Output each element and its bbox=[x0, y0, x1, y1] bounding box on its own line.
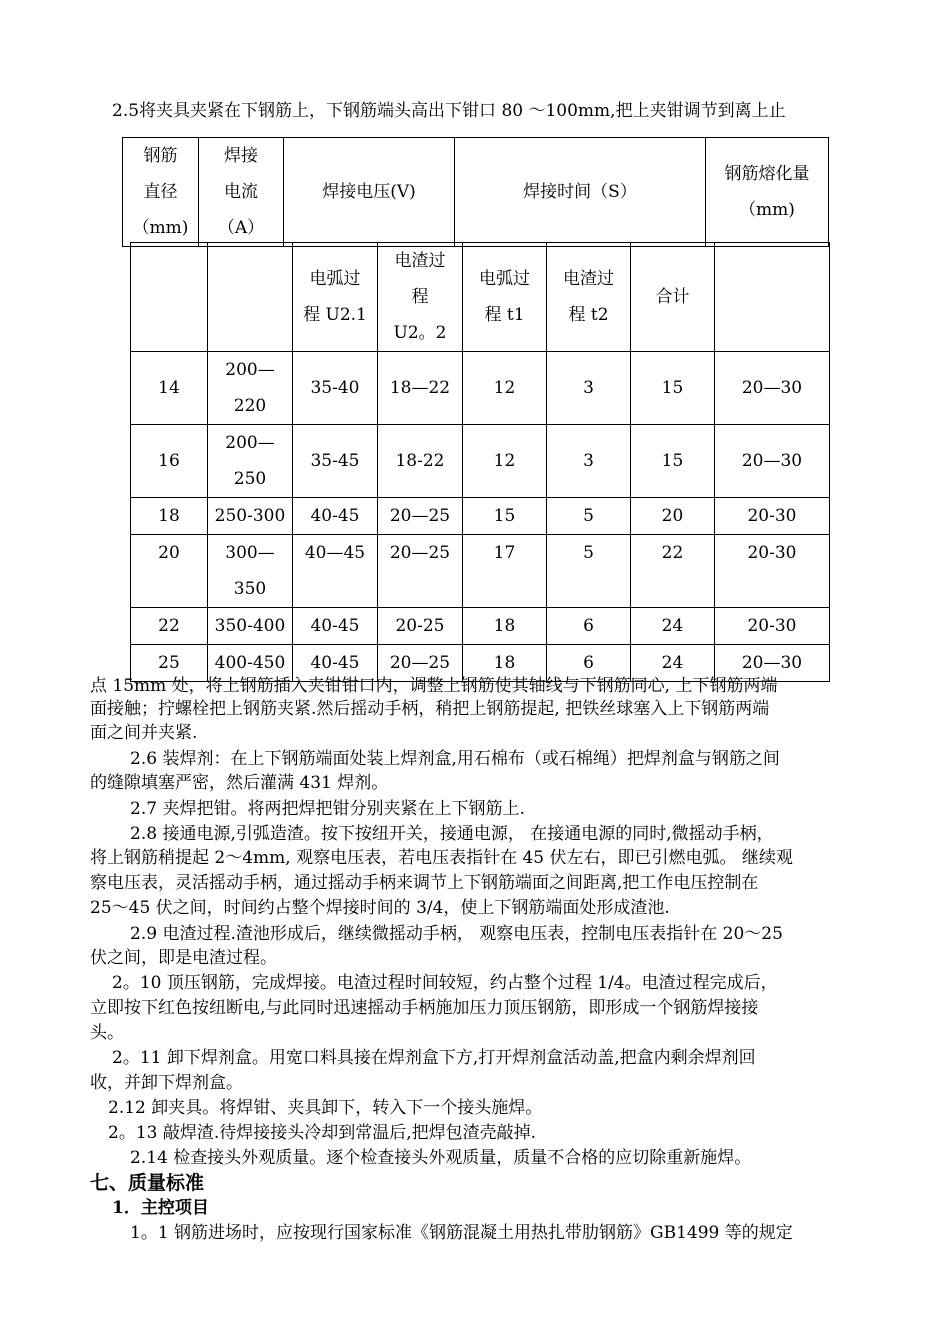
cell-arc-voltage: 40—45 bbox=[293, 535, 378, 608]
body-line: 2.6 装焊剂：在上下钢筋端面处装上焊剂盒,用石棉布（或石棉绳）把焊剂盒与钢筋之间 bbox=[130, 749, 780, 769]
cell-arc-voltage: 40-45 bbox=[293, 608, 378, 645]
cell-arc-voltage: 35-40 bbox=[293, 352, 378, 425]
header-current: 焊接 电流 （A） bbox=[199, 138, 284, 247]
body-line: 面之间并夹紧. bbox=[90, 723, 198, 743]
cell-current: 300— 350 bbox=[208, 535, 293, 608]
body-line: 2.7 夹焊把钳。将两把焊把钳分别夹紧在上下钢筋上. bbox=[130, 799, 525, 819]
cell-slag-voltage: 20—25 bbox=[378, 535, 463, 608]
body-line: 2.12 卸夹具。将焊钳、夹具卸下，转入下一个接头施焊。 bbox=[108, 1098, 543, 1118]
cell-total: 24 bbox=[631, 608, 715, 645]
cell-diameter: 16 bbox=[131, 425, 208, 498]
cell-arc-time: 17 bbox=[463, 535, 547, 608]
cell-current: 350-400 bbox=[208, 608, 293, 645]
body-line: 头。 bbox=[90, 1023, 124, 1043]
subheader-slag-voltage: 电渣过 程 U2。2 bbox=[378, 243, 463, 352]
cell-slag-voltage: 20—25 bbox=[378, 645, 463, 682]
intro-line: 2.5将夹具夹紧在下钢筋上，下钢筋端头高出下钳口 80 ～100mm,把上夹钳调节到离上止 bbox=[112, 101, 786, 121]
cell-slag-time: 5 bbox=[547, 535, 631, 608]
subheader-empty-2 bbox=[208, 243, 293, 352]
cell-arc-time: 12 bbox=[463, 425, 547, 498]
data-table bbox=[130, 242, 830, 682]
body-line: 收，并卸下焊剂盒。 bbox=[90, 1073, 243, 1093]
subheader-slag-time: 电渣过 程 t2 bbox=[547, 243, 631, 352]
header-diameter: 钢筋 直径 （mm) bbox=[123, 138, 199, 247]
body-line: 2.14 检查接头外观质量。逐个检查接头外观质量，质量不合格的应切除重新施焊。 bbox=[130, 1148, 752, 1168]
cell-diameter: 18 bbox=[131, 498, 208, 535]
body-line: 25～45 伏之间，时间约占整个焊接时间的 3/4，使上下钢筋端面处形成渣池. bbox=[90, 898, 670, 918]
header-time: 焊接时间（S） bbox=[455, 138, 706, 247]
table-row bbox=[131, 535, 830, 608]
cell-slag-voltage: 18-22 bbox=[378, 425, 463, 498]
table-row bbox=[131, 608, 830, 645]
cell-melt: 20-30 bbox=[715, 608, 830, 645]
cell-slag-time: 5 bbox=[547, 498, 631, 535]
body-line: 将上钢筋稍提起 2～4mm, 观察电压表，若电压表指针在 45 伏左右，即已引燃电弧。 继续观 bbox=[90, 848, 793, 868]
cell-arc-time: 18 bbox=[463, 645, 547, 682]
cell-arc-time: 12 bbox=[463, 352, 547, 425]
subheader-arc-voltage: 电弧过 程 U2.1 bbox=[293, 243, 378, 352]
cell-total: 20 bbox=[631, 498, 715, 535]
subheader-row bbox=[131, 243, 830, 352]
cell-arc-voltage: 40-45 bbox=[293, 498, 378, 535]
header-voltage: 焊接电压(V) bbox=[284, 138, 455, 247]
cell-slag-voltage: 18—22 bbox=[378, 352, 463, 425]
cell-slag-voltage: 20—25 bbox=[378, 498, 463, 535]
cell-melt: 20—30 bbox=[715, 645, 830, 682]
subheader-arc-time: 电弧过 程 t1 bbox=[463, 243, 547, 352]
body-line: 伏之间，即是电渣过程。 bbox=[90, 948, 277, 968]
table-row bbox=[131, 352, 830, 425]
cell-melt: 20—30 bbox=[715, 425, 830, 498]
cell-arc-voltage: 40-45 bbox=[293, 645, 378, 682]
cell-slag-voltage: 20-25 bbox=[378, 608, 463, 645]
body-line: 立即按下红色按纽断电,与此同时迅速摇动手柄施加压力顶压钢筋，即形成一个钢筋焊接接 bbox=[90, 998, 759, 1018]
header-table-1 bbox=[122, 137, 829, 247]
cell-slag-time: 6 bbox=[547, 645, 631, 682]
table-row bbox=[131, 425, 830, 498]
body-line: 2.9 电渣过程.渣池形成后，继续微摇动手柄， 观察电压表，控制电压表指针在 20～25 bbox=[130, 924, 783, 944]
cell-slag-time: 6 bbox=[547, 608, 631, 645]
cell-diameter: 14 bbox=[131, 352, 208, 425]
body-line: 2。11 卸下焊剂盒。用宽口料具接在焊剂盒下方,打开焊剂盒活动盖,把盒内剩余焊剂回 bbox=[112, 1048, 756, 1068]
subheader-empty-3 bbox=[715, 243, 830, 352]
cell-current: 200— 250 bbox=[208, 425, 293, 498]
cell-diameter: 20 bbox=[131, 535, 208, 608]
cell-total: 24 bbox=[631, 645, 715, 682]
cell-total: 15 bbox=[631, 352, 715, 425]
cell-slag-time: 3 bbox=[547, 352, 631, 425]
cell-melt: 20-30 bbox=[715, 498, 830, 535]
body-line: 2.8 接通电源,引弧造渣。按下按纽开关，接通电源， 在接通电源的同时,微摇动手柄， bbox=[130, 824, 774, 844]
cell-arc-time: 15 bbox=[463, 498, 547, 535]
header-melt: 钢筋熔化量 （mm) bbox=[706, 138, 829, 247]
cell-current: 400-450 bbox=[208, 645, 293, 682]
body-line: 2。13 敲焊渣.待焊接接头冷却到常温后,把焊包渣壳敲掉. bbox=[108, 1123, 537, 1143]
subsection-heading: 1．主控项目 bbox=[112, 1198, 209, 1218]
subheader-total: 合计 bbox=[631, 243, 715, 352]
cell-arc-voltage: 35-45 bbox=[293, 425, 378, 498]
cell-diameter: 25 bbox=[131, 645, 208, 682]
body-line: 点 15mm 处，将上钢筋插入夹钳钳口内，调整上钢筋使其轴线与下钢筋同心, 上下钢筋两端 bbox=[90, 676, 778, 696]
cell-melt: 20—30 bbox=[715, 352, 830, 425]
cell-current: 200— 220 bbox=[208, 352, 293, 425]
body-line: 面接触；拧螺栓把上钢筋夹紧.然后摇动手柄，稍把上钢筋提起, 把铁丝球塞入上下钢筋两端 bbox=[90, 699, 770, 719]
body-line: 1。1 钢筋进场时，应按现行国家标准《钢筋混凝土用热扎带肋钢筋》GB1499 等的规定 bbox=[130, 1223, 793, 1243]
cell-arc-time: 18 bbox=[463, 608, 547, 645]
section-heading: 七、质量标准 bbox=[90, 1172, 205, 1194]
cell-diameter: 22 bbox=[131, 608, 208, 645]
cell-total: 15 bbox=[631, 425, 715, 498]
cell-slag-time: 3 bbox=[547, 425, 631, 498]
body-line: 察电压表，灵活摇动手柄，通过摇动手柄来调节上下钢筋端面之间距离,把工作电压控制在 bbox=[90, 873, 759, 893]
table-row bbox=[131, 498, 830, 535]
cell-current: 250-300 bbox=[208, 498, 293, 535]
body-line: 的缝隙填塞严密，然后灌满 431 焊剂。 bbox=[90, 773, 389, 793]
cell-melt: 20-30 bbox=[715, 535, 830, 608]
cell-total: 22 bbox=[631, 535, 715, 608]
subheader-empty-1 bbox=[131, 243, 208, 352]
body-line: 2。10 顶压钢筋，完成焊接。电渣过程时间较短，约占整个过程 1/4。电渣过程完成后， bbox=[112, 973, 778, 993]
